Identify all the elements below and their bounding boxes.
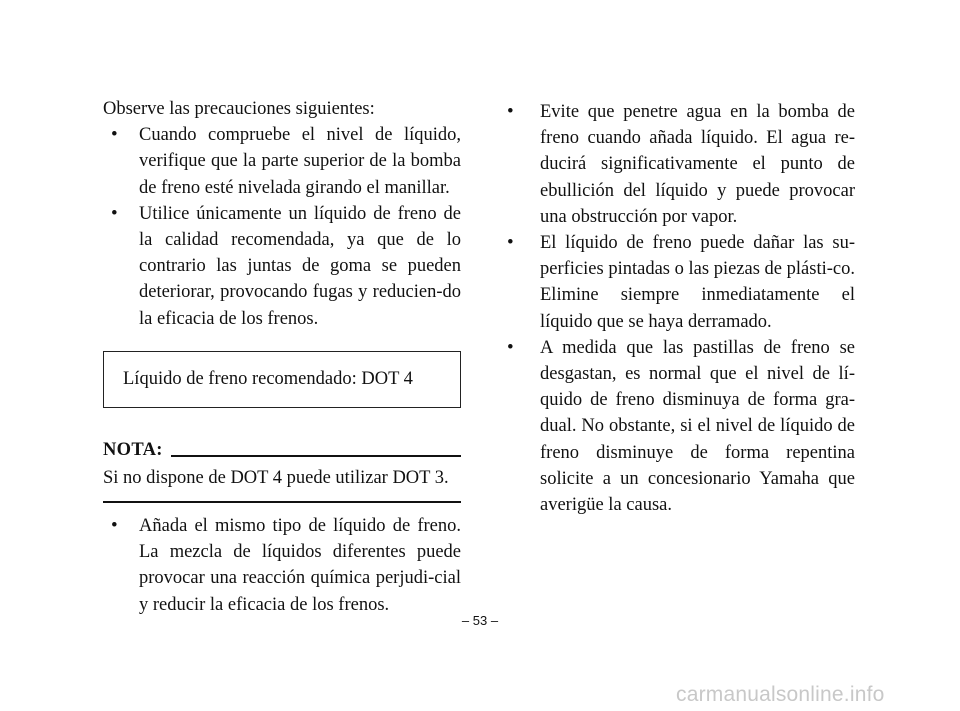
bullet-icon: •	[111, 515, 118, 536]
intro-text: Observe las precauciones siguientes:	[103, 99, 375, 119]
bullet-icon: •	[507, 101, 514, 122]
recommended-fluid-text: Líquido de freno recomendado: DOT 4	[123, 369, 413, 389]
note-rule-bottom	[103, 501, 461, 503]
list-item	[103, 201, 461, 332]
bullet-icon: •	[111, 124, 118, 146]
left-column	[103, 96, 461, 332]
note-header	[103, 437, 461, 463]
list-item-text: Utilice únicamente un líquido de freno de la calidad recomendada, ya que de lo contrario las juntas de goma se pueden deteriorar, provocando fugas y reducien-do la eficacia de los frenos.	[139, 203, 461, 329]
list-item-text: Añada el mismo tipo de líquido de freno. La mezcla de líquidos diferentes puede provocar una reacción química perjudi-cial y reducir la eficacia de los frenos.	[139, 516, 461, 615]
list-item-text: A medida que las pastillas de freno se desgastan, es normal que el nivel de lí-quido de freno disminuya de forma gra-dual. No obstante, si el nivel de líquido de freno disminuye de forma repentina solicite a un concesionario Yamaha que averigüe la causa.	[540, 337, 855, 516]
note-title: NOTA:	[103, 440, 163, 460]
recommended-fluid-box	[103, 351, 461, 408]
list-item	[507, 230, 855, 335]
page-number: – 53 –	[461, 613, 499, 628]
list-item-text: Evite que penetre agua en la bomba de freno cuando añada líquido. El agua re-ducirá significativamente el punto de ebullición del líquido y puede provocar una obstrucción por vapor.	[540, 102, 855, 227]
list-item	[103, 122, 461, 201]
list-item-text: El líquido de freno puede dañar las su-perficies pintadas o las piezas de plásti-co. Elimine siempre inmediatamente el líquido que se haya derramado.	[540, 233, 855, 332]
note-block	[103, 437, 461, 503]
bullet-icon: •	[111, 202, 118, 224]
list-item	[507, 335, 855, 518]
left-column-lower	[103, 513, 461, 618]
right-column	[507, 99, 855, 518]
note-rule-top	[171, 455, 461, 457]
bullet-icon: •	[507, 336, 514, 358]
list-item-text: Cuando compruebe el nivel de líquido, verifique que la parte superior de la bomba de freno esté nivelada girando el manillar.	[139, 125, 461, 198]
list-item	[103, 513, 461, 618]
watermark: carmanualsonline.info	[676, 683, 885, 706]
list-item	[507, 99, 855, 230]
note-body: Si no dispone de DOT 4 puede utilizar DOT 3.	[103, 468, 449, 488]
bullet-icon: •	[507, 232, 514, 254]
